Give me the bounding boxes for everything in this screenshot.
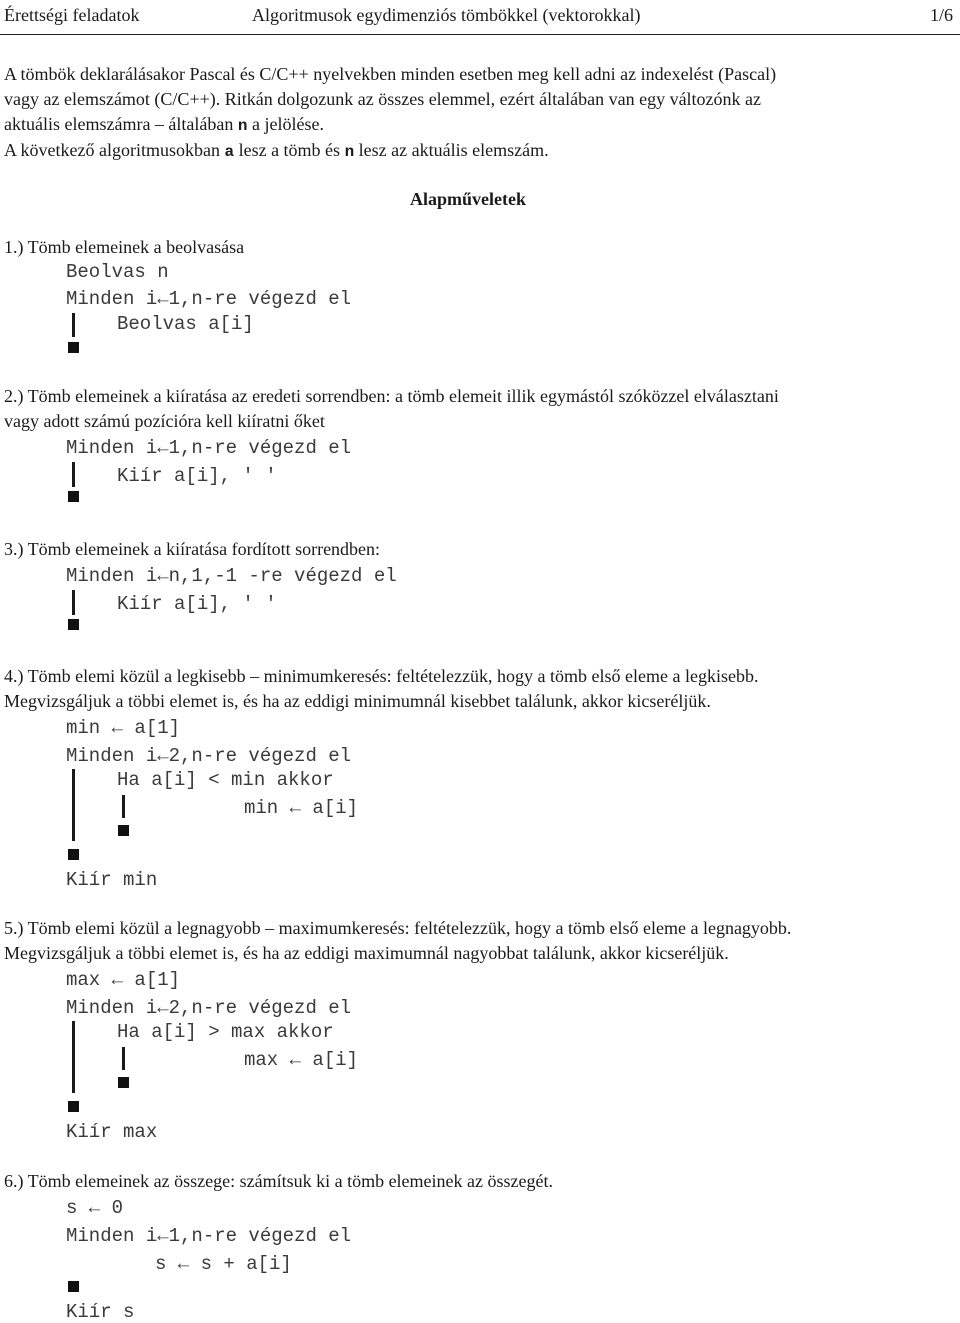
s5-code-line-1: max ← a[1] <box>66 969 181 991</box>
intro-line-4-post: lesz az aktuális elemszám. <box>354 140 549 160</box>
s4-code-line-5: Kiír min <box>66 869 158 891</box>
section-title: Alapműveletek <box>410 189 526 209</box>
s1-loop-bar <box>72 313 75 337</box>
s4-loop-bar <box>72 769 75 841</box>
s5-if-bar <box>122 1047 125 1070</box>
s4-code-line-1: min ← a[1] <box>66 717 181 739</box>
s1-loop-end-marker <box>68 342 79 353</box>
s5-if-end-marker <box>118 1077 129 1088</box>
s5-code-line-2: Minden i←2,n-re végezd el <box>66 997 352 1019</box>
s6-code-line-1: s ← 0 <box>66 1197 124 1219</box>
header-center: Algoritmusok egydimenziós tömbökkel (vektorokkal) <box>252 5 641 25</box>
s6-code-line-3: s ← s + a[i] <box>155 1253 292 1275</box>
s4-code-line-2: Minden i←2,n-re végezd el <box>66 745 352 767</box>
s3-code-line-1: Minden i←n,1,-1 -re végezd el <box>66 565 397 587</box>
intro-line-3-pre: aktuális elemszámra – általában <box>4 114 238 134</box>
s6-code-line-4: Kiír s <box>66 1301 135 1323</box>
s2-loop-bar <box>72 462 75 487</box>
s5-code-line-4: max ← a[i] <box>244 1049 359 1071</box>
intro-line-2: vagy az elemszámot (C/C++). Ritkán dolgozunk az összes elemmel, ezért általában van egy változónk az <box>4 89 762 109</box>
s1-code-line-1: Beolvas n <box>66 261 169 283</box>
s5-code-line-3: Ha a[i] > max akkor <box>117 1021 334 1043</box>
s6-title: 6.) Tömb elemeinek az összege: számítsuk ki a tömb elemeinek az összegét. <box>4 1171 553 1191</box>
intro-line-1: A tömbök deklarálásakor Pascal és C/C++ nyelvekben minden esetben meg kell adni az indexelést (Pascal) <box>4 64 777 84</box>
s3-loop-bar <box>72 590 75 615</box>
s4-title-line-2: Megvizsgáljuk a többi elemet is, és ha az eddigi minimumnál kisebbet találunk, akkor kicseréljük. <box>4 691 711 711</box>
s5-loop-end-marker <box>68 1101 79 1112</box>
s1-title: 1.) Tömb elemeinek a beolvasása <box>4 237 245 257</box>
intro-var-n: n <box>237 117 248 135</box>
s3-code-line-2: Kiír a[i], ′ ′ <box>117 593 277 615</box>
s4-if-bar <box>122 795 125 818</box>
s1-code-line-3: Beolvas a[i] <box>117 313 254 335</box>
header-left: Érettségi feladatok <box>4 5 140 25</box>
s2-title-line-1: 2.) Tömb elemeinek a kiíratása az eredeti sorrendben: a tömb elemeit illik egymástól szóközzel elválasztani <box>4 386 779 406</box>
header-page-number: 1/6 <box>930 5 954 25</box>
s4-loop-end-marker <box>68 849 79 860</box>
s3-loop-end-marker <box>68 619 79 630</box>
s2-code-line-2: Kiír a[i], ′ ′ <box>117 465 277 487</box>
s4-if-end-marker <box>118 825 129 836</box>
s1-code-line-2: Minden i←1,n-re végezd el <box>66 288 352 310</box>
s2-code-line-1: Minden i←1,n-re végezd el <box>66 437 352 459</box>
intro-line-4-pre: A következő algoritmusokban <box>4 140 225 160</box>
intro-line-3 <box>4 114 324 136</box>
s5-code-line-5: Kiír max <box>66 1121 158 1143</box>
s4-code-line-4: min ← a[i] <box>244 797 359 819</box>
s2-title-line-2: vagy adott számú pozícióra kell kiíratni őket <box>4 411 325 431</box>
s4-title-line-1: 4.) Tömb elemi közül a legkisebb – minimumkeresés: feltételezzük, hogy a tömb első eleme a legkisebb. <box>4 666 759 686</box>
intro-line-4-mid: lesz a tömb és <box>234 140 345 160</box>
s3-title: 3.) Tömb elemeinek a kiíratása fordított sorrendben: <box>4 539 381 559</box>
intro-var-n-2: n <box>344 143 355 161</box>
s6-code-line-2: Minden i←1,n-re végezd el <box>66 1225 352 1247</box>
intro-var-a: a <box>224 143 235 161</box>
s4-code-line-3: Ha a[i] < min akkor <box>117 769 334 791</box>
s6-loop-end-marker <box>68 1281 79 1292</box>
s5-title-line-1: 5.) Tömb elemi közül a legnagyobb – maximumkeresés: feltételezzük, hogy a tömb első eleme a legnagyobb. <box>4 918 792 938</box>
intro-line-3-post: a jelölése. <box>247 114 324 134</box>
s2-loop-end-marker <box>68 491 79 502</box>
s5-loop-bar <box>72 1021 75 1093</box>
intro-line-4 <box>4 140 549 162</box>
s5-title-line-2: Megvizsgáljuk a többi elemet is, és ha az eddigi maximumnál nagyobbat találunk, akkor kicseréljük. <box>4 943 729 963</box>
header-rule <box>0 34 960 35</box>
